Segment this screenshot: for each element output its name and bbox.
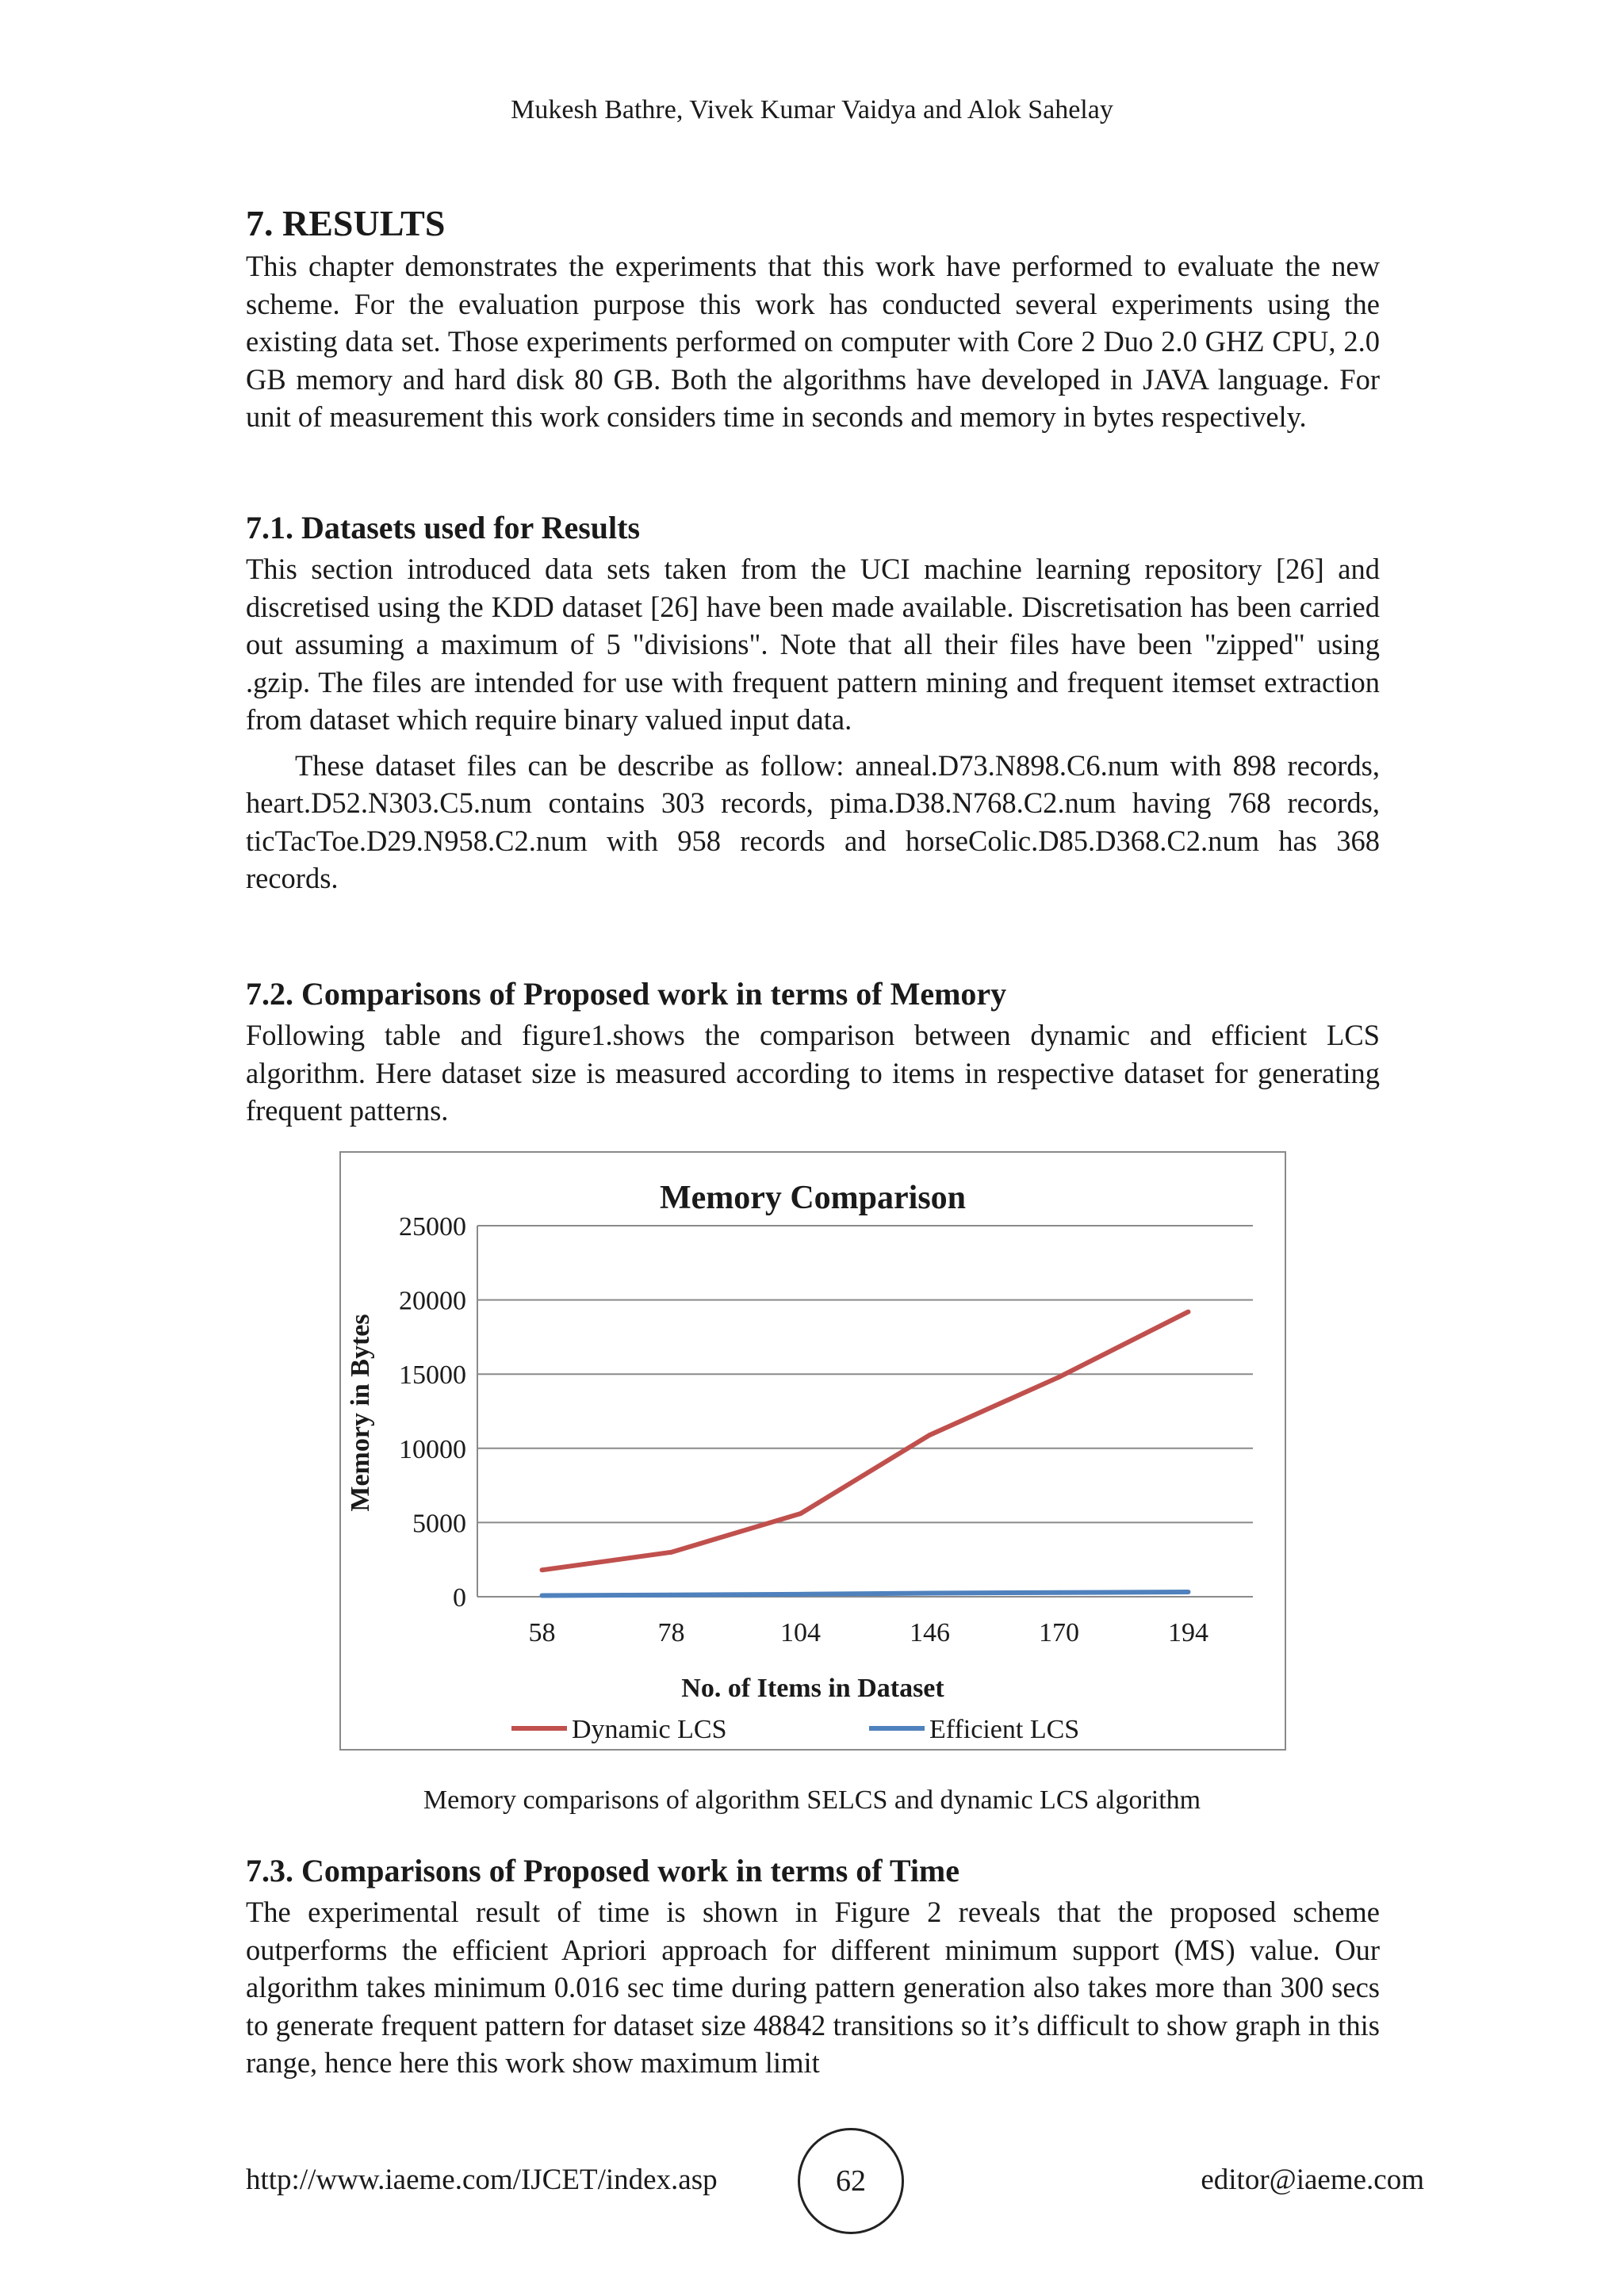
memory-comparison-chart (341, 1153, 1285, 1749)
section-7 (246, 200, 1380, 436)
y-tick-label: 15000 (399, 1360, 466, 1391)
x-tick-label: 104 (780, 1618, 821, 1647)
paragraph: This section introduced data sets taken from the UCI machine learning repository [26] and discretised using the KDD dataset [26] have been made available. Discretisation has been carried out assuming a maximum of 5 "divisions". Note that all their files have been "zipped" using .gzip. The files are intended for use with frequent pattern mining and frequent itemset extraction from dataset which require binary valued input data. (246, 553, 1380, 736)
subsection-heading: 7.3. Comparisons of Proposed work in terms of Time (246, 1853, 959, 1888)
legend-label: Efficient LCS (929, 1715, 1080, 1744)
data-point (799, 1592, 803, 1597)
data-point (1186, 1590, 1191, 1594)
series-line-efficient-lcs (542, 1592, 1189, 1595)
data-point (669, 1550, 674, 1555)
y-tick-label: 25000 (399, 1212, 466, 1242)
footer-url-link[interactable]: http://www.iaeme.com/IJCET/index.asp (246, 2164, 718, 2196)
section-heading: 7. RESULTS (246, 203, 446, 243)
page-number: 62 (798, 2128, 904, 2234)
paragraph: Following table and figure1.shows the comparison between dynamic and efficient LCS algorithm. Here dataset size is measured according to items in respective dataset for generating frequent patterns. (246, 1019, 1380, 1127)
data-point (540, 1567, 545, 1572)
running-header: Mukesh Bathre, Vivek Kumar Vaidya and Alok Sahelay (511, 95, 1113, 124)
y-tick-label: 10000 (399, 1434, 466, 1464)
paragraph: These dataset files can be describe as follow: anneal.D73.N898.C6.num with 898 records, heart.D52.N303.C5.num contains 303 records, pima.D38.N768.C2.num having 768 records, ticTacToe.D29.N958.C2.num with 958 records and horseColic.D85.D368.C2.num has 368 records. (246, 748, 1380, 894)
legend-label: Dynamic LCS (572, 1715, 727, 1744)
paragraph: The experimental result of time is shown in Figure 2 reveals that the proposed scheme outperforms the efficient Apriori approach for different minimum support (MS) value. Our algorithm takes minimum 0.016 sec time during pattern generation also takes more than 300 secs to generate frequent pattern for dataset size 48842 transitions so it’s difficult to show graph in this range, hence here this work show maximum limit (246, 1896, 1380, 2079)
x-tick-label: 170 (1039, 1618, 1079, 1647)
section-7-3 (246, 1849, 1380, 2082)
chart-legend (511, 1715, 1079, 1744)
subsection-heading: 7.2. Comparisons of Proposed work in terms of Memory (246, 976, 1007, 1012)
y-tick-label: 5000 (412, 1509, 466, 1539)
figure-caption: Memory comparisons of algorithm SELCS and dynamic LCS algorithm (423, 1785, 1201, 1815)
memory-comparison-figure (339, 1151, 1286, 1751)
x-tick-label: 146 (910, 1618, 950, 1647)
data-point (1186, 1310, 1191, 1314)
x-tick-label: 194 (1168, 1618, 1208, 1647)
data-point (1057, 1375, 1062, 1380)
y-axis-label: Memory in Bytes (346, 1314, 375, 1512)
y-tick-label: 0 (453, 1583, 466, 1613)
subsection-heading: 7.1. Datasets used for Results (246, 510, 641, 545)
data-point (799, 1511, 803, 1516)
data-point (928, 1433, 933, 1437)
footer-email-link[interactable]: editor@iaeme.com (1201, 2164, 1424, 2196)
section-7-1 (246, 506, 1380, 897)
paragraph: This chapter demonstrates the experiments that this work have performed to evaluate the new scheme. For the evaluation purpose this work has conducted several experiments using the existing data set. Those experiments performed on computer with Core 2 Duo 2.0 GHZ CPU, 2.0 GB memory and hard disk 80 GB. Both the algorithms have developed in JAVA language. For unit of measurement this work considers time in seconds and memory in bytes respectively. (246, 250, 1380, 433)
x-tick-label: 78 (657, 1618, 685, 1647)
data-point (669, 1593, 674, 1598)
chart-title: Memory Comparison (659, 1180, 967, 1216)
data-point (540, 1594, 545, 1598)
y-tick-label: 20000 (399, 1286, 466, 1316)
data-point (928, 1591, 933, 1596)
x-axis-label: No. of Items in Dataset (681, 1674, 944, 1703)
section-7-2 (246, 972, 1380, 1130)
x-tick-label: 58 (528, 1618, 556, 1647)
data-point (1057, 1590, 1062, 1595)
series-line-dynamic-lcs (542, 1312, 1189, 1571)
